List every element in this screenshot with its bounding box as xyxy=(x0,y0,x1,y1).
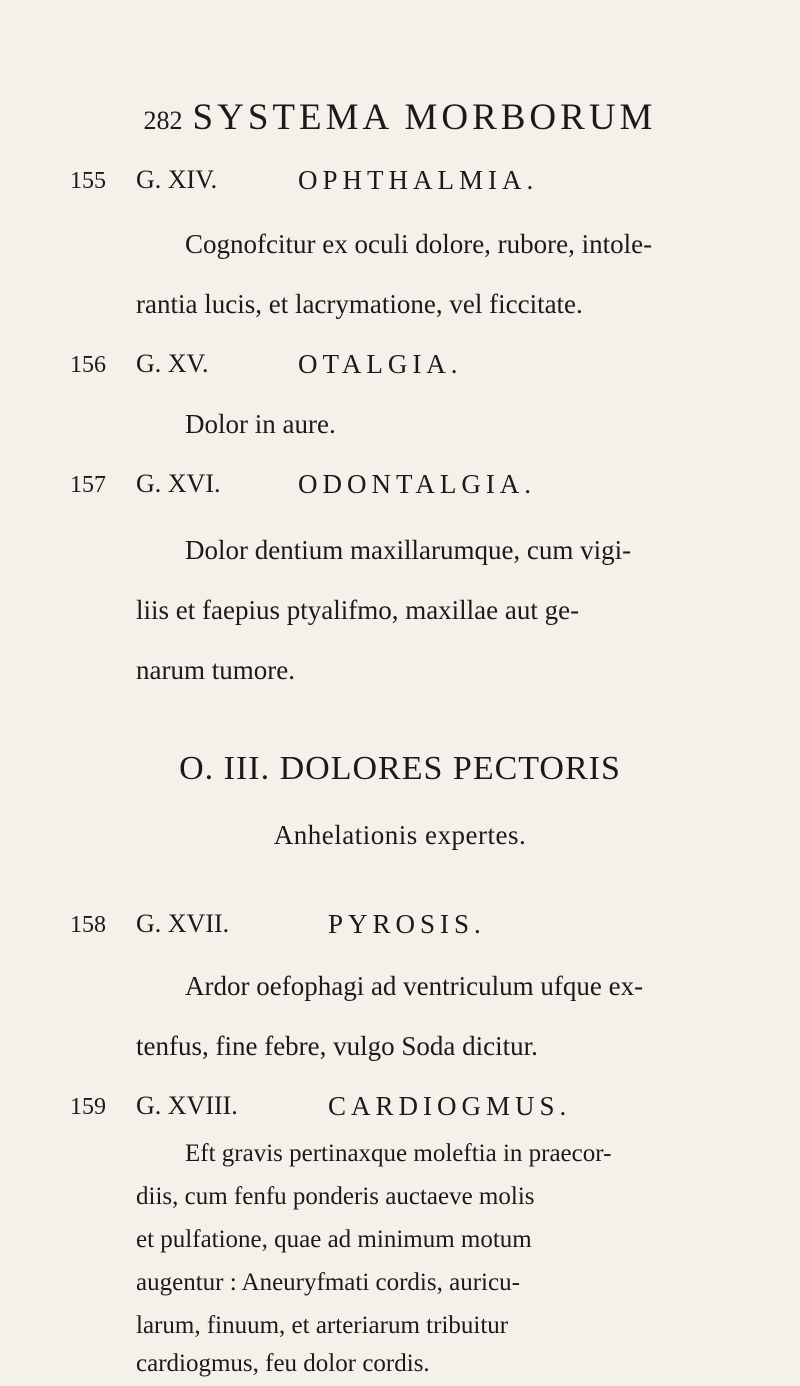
description-line: liis et faepius ptyalifmo, maxillae aut ge- xyxy=(136,595,580,625)
running-header xyxy=(0,96,800,139)
description-line: augentur : Aneuryfmati cordis, auricu- xyxy=(136,1269,520,1296)
genus-label: G. XV. xyxy=(136,349,209,378)
genus-label: G. XIV. xyxy=(136,165,218,194)
disease-name: CARDIOGMUS. xyxy=(328,1091,572,1121)
entry-number: 156 xyxy=(70,352,106,378)
description-line: diis, cum fenfu ponderis auctaeve molis xyxy=(136,1183,535,1210)
genus-label: G. XVIII. xyxy=(136,1091,238,1120)
disease-name: PYROSIS. xyxy=(328,909,486,939)
disease-name: OTALGIA. xyxy=(298,349,463,379)
description-line: et pulfatione, quae ad minimum motum xyxy=(136,1226,532,1253)
genus-label: G. XVI. xyxy=(136,469,221,498)
description-line: cardiogmus, feu dolor cordis. xyxy=(136,1350,430,1377)
order-heading: O. III. DOLORES PECTORIS xyxy=(179,750,621,787)
genus-label: G. XVII. xyxy=(136,909,230,938)
disease-name: ODONTALGIA. xyxy=(298,469,537,499)
running-title: SYSTEMA MORBORUM xyxy=(192,97,657,138)
description-line: Cognofcitur ex oculi dolore, rubore, intole- xyxy=(185,229,653,259)
page-number: 282 xyxy=(143,106,183,135)
disease-name: OPHTHALMIA. xyxy=(298,165,539,195)
order-subheading: Anhelationis expertes. xyxy=(273,820,527,850)
description-line: Eft gravis pertinaxque moleftia in praecor- xyxy=(185,1140,612,1167)
description-line: tenfus, fine febre, vulgo Soda dicitur. xyxy=(136,1031,538,1061)
entry-number: 158 xyxy=(70,912,106,938)
description-line: narum tumore. xyxy=(136,655,295,685)
description-line: Dolor dentium maxillarumque, cum vigi- xyxy=(185,535,632,565)
description-line: Ardor oefophagi ad ventriculum ufque ex- xyxy=(185,971,644,1001)
entry-number: 159 xyxy=(70,1094,106,1120)
entry-number: 155 xyxy=(70,168,106,194)
description-line: rantia lucis, et lacrymatione, vel ficcitate. xyxy=(136,289,583,319)
description-line: Dolor in aure. xyxy=(185,409,336,439)
entry-number: 157 xyxy=(70,472,106,498)
description-line: larum, finuum, et arteriarum tribuitur xyxy=(136,1312,509,1339)
